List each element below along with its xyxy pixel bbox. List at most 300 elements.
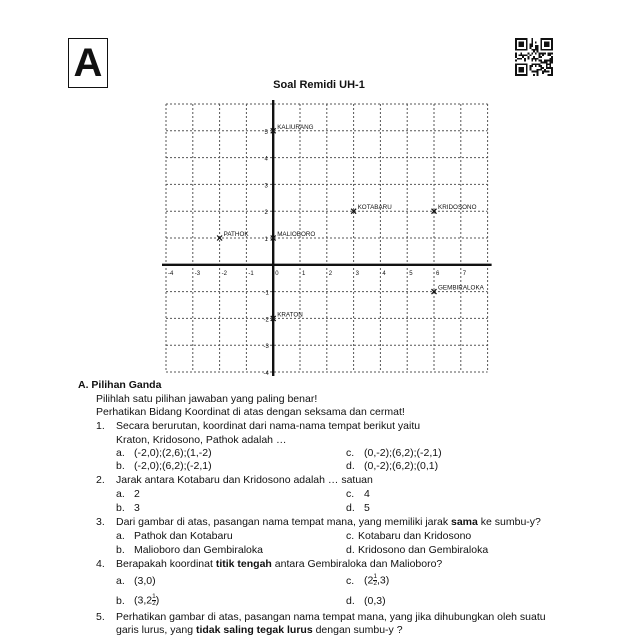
qr-module (542, 54, 544, 56)
qr-module (542, 67, 544, 69)
qr-module (524, 54, 526, 56)
section-instruction: Pilihlah satu pilihan jawaban yang paling benar! (96, 393, 318, 405)
qr-module (519, 54, 521, 56)
x-tick-label: -4 (168, 270, 174, 277)
qr-module (540, 52, 542, 54)
qr-module (515, 60, 517, 62)
qr-module (551, 72, 553, 74)
qr-module (540, 56, 542, 58)
q4-option-a: (3,0) (134, 575, 156, 587)
qr-module (546, 42, 548, 44)
q4-option-d: (0,3) (364, 595, 386, 607)
option-label: a. (116, 447, 125, 459)
y-tick-label: -2 (263, 317, 269, 324)
qr-module (519, 69, 521, 71)
qr-module (524, 49, 526, 51)
qr-module (531, 42, 533, 44)
qr-module (526, 40, 528, 42)
qr-module (529, 54, 531, 56)
qr-module (551, 40, 553, 42)
question-3-text: Dari gambar di atas, pasangan nama tempat mana, yang memiliki jarak sama ke sumbu-y? (116, 516, 541, 528)
question-number: 3. (96, 516, 105, 528)
qr-module (546, 62, 548, 64)
x-tick-label: 4 (382, 270, 386, 277)
x-tick-label: 2 (328, 270, 333, 277)
qr-module (524, 58, 526, 60)
qr-module (529, 67, 531, 69)
y-tick-label: -1 (263, 290, 269, 297)
qr-module (549, 63, 551, 65)
qr-module (519, 67, 521, 69)
qr-module (548, 52, 550, 54)
qr-module (551, 42, 553, 44)
qr-module (540, 62, 542, 64)
qr-module (524, 38, 526, 40)
q1-option-b: (-2,0);(6,2);(-2,1) (134, 460, 212, 472)
qr-module (548, 67, 550, 69)
qr-module (537, 51, 539, 53)
qr-module (526, 38, 528, 40)
qr-module (515, 42, 517, 44)
qr-module (520, 67, 522, 69)
qr-module (520, 38, 522, 40)
qr-module (548, 43, 550, 45)
qr-module (515, 52, 517, 54)
q1-option-c: (0,-2);(6,2);(-2,1) (364, 447, 442, 459)
y-tick-label: 1 (264, 237, 268, 243)
qr-module (520, 42, 522, 44)
y-tick-label: -3 (263, 344, 269, 351)
q2-option-a: 2 (134, 488, 140, 500)
q3-option-c: Kotabaru dan Kridosono (358, 530, 472, 542)
qr-module (535, 45, 537, 47)
qr-module (526, 63, 528, 65)
option-label: b. (116, 544, 125, 556)
qr-module (531, 45, 533, 47)
qr-module (549, 60, 551, 62)
qr-module (544, 45, 546, 47)
q2-option-b: 3 (134, 502, 140, 514)
qr-module (544, 60, 546, 62)
qr-module (529, 45, 531, 47)
qr-module (537, 69, 539, 71)
qr-module (520, 58, 522, 60)
qr-module (515, 54, 517, 56)
y-tick-label: 2 (264, 210, 268, 217)
option-label: b. (116, 502, 125, 514)
qr-module (540, 67, 542, 69)
qr-module (549, 65, 551, 67)
qr-module (540, 45, 542, 47)
qr-module (526, 72, 528, 74)
qr-module (537, 74, 539, 76)
exam-version-badge: A (68, 38, 108, 88)
qr-module (551, 49, 553, 51)
qr-module (551, 43, 553, 45)
qr-module (544, 69, 546, 71)
qr-module (533, 51, 535, 53)
qr-module (522, 56, 524, 58)
x-tick-label: -3 (194, 270, 201, 277)
qr-module (544, 71, 546, 73)
qr-module (529, 69, 531, 71)
qr-module (515, 71, 517, 73)
question-number: 4. (96, 558, 105, 570)
qr-module (544, 42, 546, 44)
qr-module (526, 45, 528, 47)
qr-module (540, 65, 542, 67)
point-label: PATHOK (223, 231, 249, 238)
qr-module (548, 38, 550, 40)
qr-module (520, 69, 522, 71)
option-label: d. (346, 544, 355, 556)
qr-module (526, 49, 528, 51)
qr-module (526, 42, 528, 44)
qr-module (546, 45, 548, 47)
qr-module (533, 63, 535, 65)
qr-module (537, 71, 539, 73)
qr-module (520, 54, 522, 56)
qr-module (539, 65, 541, 67)
qr-module (524, 63, 526, 65)
qr-module (515, 74, 517, 76)
qr-module (528, 58, 530, 60)
qr-module (540, 69, 542, 71)
qr-module (546, 49, 548, 51)
point-label: KALIURANG (277, 123, 314, 131)
qr-module (539, 60, 541, 62)
qr-module (533, 74, 535, 76)
qr-module (544, 52, 546, 54)
qr-module (526, 67, 528, 69)
qr-module (549, 62, 551, 64)
option-label: b. (116, 595, 125, 607)
qr-module (546, 43, 548, 45)
point-label: KRATON (277, 311, 303, 319)
qr-module (535, 47, 537, 49)
qr-module (533, 56, 535, 58)
qr-module (520, 49, 522, 51)
qr-module (549, 58, 551, 60)
point-label: KRIDOSONO (438, 204, 477, 212)
option-label: c. (346, 575, 355, 587)
qr-module (537, 45, 539, 47)
option-label: c. (346, 447, 355, 459)
qr-module (542, 52, 544, 54)
qr-module (522, 43, 524, 45)
qr-module (542, 62, 544, 64)
qr-module (520, 74, 522, 76)
qr-module (515, 69, 517, 71)
qr-module (529, 43, 531, 45)
question-1-text-2: Kraton, Kridosono, Pathok adalah … (116, 434, 287, 446)
qr-module (522, 63, 524, 65)
qr-module (551, 56, 553, 58)
qr-module (526, 74, 528, 76)
qr-code (515, 38, 553, 76)
qr-module (546, 60, 548, 62)
point-label: KOTABARU (357, 204, 392, 212)
section-heading: A. Pilihan Ganda (78, 379, 162, 391)
qr-module (515, 72, 517, 74)
qr-module (539, 63, 541, 65)
q4-option-c: (2 $\frac{1}{2}$ ,3) (364, 573, 390, 587)
qr-module (522, 74, 524, 76)
qr-module (519, 49, 521, 51)
q3-option-d: Kridosono dan Gembiraloka (358, 544, 489, 556)
qr-module (548, 45, 550, 47)
qr-module (535, 60, 537, 62)
qr-module (531, 65, 533, 67)
qr-module (546, 71, 548, 73)
q3-option-a: Pathok dan Kotabaru (134, 530, 233, 542)
y-tick-label: 4 (264, 156, 268, 163)
fraction: $\frac{1}{2}$ (373, 573, 377, 587)
question-5-text: Perhatikan gambar di atas, pasangan nama tempat mana, yang jika dihubungkan oleh suatu (116, 611, 546, 623)
qr-module (522, 67, 524, 69)
qr-module (515, 67, 517, 69)
qr-module (528, 56, 530, 58)
qr-module (537, 63, 539, 65)
qr-module (533, 58, 535, 60)
qr-module (526, 47, 528, 49)
qr-module (531, 63, 533, 65)
qr-module (537, 47, 539, 49)
qr-module (551, 69, 553, 71)
qr-module (542, 71, 544, 73)
qr-module (551, 74, 553, 76)
qr-module (548, 74, 550, 76)
qr-module (524, 60, 526, 62)
question-number: 1. (96, 420, 105, 432)
qr-module (549, 49, 551, 51)
qr-module (515, 40, 517, 42)
option-label: c. (346, 488, 355, 500)
x-tick-label: -2 (221, 270, 227, 277)
qr-module (551, 47, 553, 49)
q4-option-b: (3,2 $\frac{1}{2}$ ) (134, 593, 160, 607)
coordinate-plane (160, 98, 500, 378)
y-tick-label: 5 (264, 129, 268, 136)
qr-module (515, 47, 517, 49)
section-instruction-2: Perhatikan Bidang Koordinat di atas dengan seksama dan cermat! (96, 406, 405, 418)
qr-module (528, 52, 530, 54)
qr-module (526, 69, 528, 71)
qr-module (544, 49, 546, 51)
qr-module (551, 58, 553, 60)
qr-module (519, 43, 521, 45)
fraction: $\frac{1}{2}$ (152, 593, 156, 607)
question-2-text: Jarak antara Kotabaru dan Kridosono adalah … satuan (116, 474, 373, 486)
qr-module (522, 69, 524, 71)
qr-module (531, 40, 533, 42)
qr-module (539, 52, 541, 54)
qr-module (537, 58, 539, 60)
qr-module (531, 43, 533, 45)
option-label: a. (116, 575, 125, 587)
qr-module (535, 63, 537, 65)
qr-module (522, 54, 524, 56)
option-label: a. (116, 488, 125, 500)
qr-module (544, 43, 546, 45)
qr-module (535, 52, 537, 54)
qr-module (548, 71, 550, 73)
qr-module (517, 74, 519, 76)
x-tick-label: 3 (355, 270, 359, 277)
x-tick-label: 7 (462, 270, 467, 277)
qr-module (519, 74, 521, 76)
x-tick-label: -1 (248, 270, 254, 277)
q1-option-d: (0,-2);(6,2);(0,1) (364, 460, 439, 472)
question-number: 5. (96, 611, 105, 623)
qr-module (539, 54, 541, 56)
qr-module (546, 67, 548, 69)
question-4-text: Berapakah koordinat titik tengah antara Gembiraloka dan Malioboro? (116, 558, 443, 570)
qr-module (519, 38, 521, 40)
qr-module (515, 45, 517, 47)
qr-module (540, 40, 542, 42)
qr-module (531, 71, 533, 73)
qr-module (529, 65, 531, 67)
qr-module (551, 67, 553, 69)
question-1-text: Secara berurutan, koordinat dari nama-nama tempat berikut yaitu (116, 420, 421, 432)
qr-module (540, 38, 542, 40)
qr-module (542, 38, 544, 40)
x-tick-label: 5 (409, 270, 413, 277)
qr-module (526, 71, 528, 73)
qr-module (515, 38, 517, 40)
qr-module (526, 65, 528, 67)
qr-module (533, 71, 535, 73)
qr-module (517, 49, 519, 51)
qr-module (549, 52, 551, 54)
qr-module (535, 65, 537, 67)
qr-module (515, 43, 517, 45)
x-tick-label: 0 (275, 270, 279, 277)
qr-module (515, 49, 517, 51)
qr-module (548, 60, 550, 62)
qr-module (548, 42, 550, 44)
emphasis: sama (451, 516, 478, 528)
qr-module (531, 38, 533, 40)
qr-module (526, 54, 528, 56)
qr-module (519, 45, 521, 47)
x-tick-label: 6 (436, 270, 440, 277)
qr-module (522, 45, 524, 47)
qr-module (522, 71, 524, 73)
option-label: d. (346, 595, 355, 607)
qr-module (548, 54, 550, 56)
qr-module (535, 58, 537, 60)
qr-module (546, 65, 548, 67)
question-number: 2. (96, 474, 105, 486)
qr-module (542, 72, 544, 74)
qr-module (522, 38, 524, 40)
qr-module (546, 63, 548, 65)
qr-module (551, 38, 553, 40)
point-label: GEMBIRALOKA (438, 284, 484, 292)
qr-module (519, 58, 521, 60)
qr-module (522, 49, 524, 51)
qr-module (533, 49, 535, 51)
qr-module (551, 45, 553, 47)
qr-module (549, 67, 551, 69)
qr-module (520, 63, 522, 65)
qr-module (520, 43, 522, 45)
q3-option-b: Malioboro dan Gembiraloka (134, 544, 263, 556)
qr-module (524, 74, 526, 76)
qr-module (551, 71, 553, 73)
qr-module (526, 43, 528, 45)
qr-module (548, 63, 550, 65)
qr-module (517, 38, 519, 40)
qr-module (519, 42, 521, 44)
qr-module (531, 60, 533, 62)
emphasis: tidak saling tegak lurus (195, 624, 313, 636)
qr-module (549, 54, 551, 56)
qr-module (546, 38, 548, 40)
option-label: a. (116, 530, 125, 542)
qr-module (540, 47, 542, 49)
qr-module (542, 49, 544, 51)
emphasis: titik tengah (215, 558, 272, 570)
qr-module (519, 71, 521, 73)
qr-module (515, 65, 517, 67)
qr-module (540, 43, 542, 45)
qr-module (549, 38, 551, 40)
qr-module (517, 58, 519, 60)
qr-module (517, 63, 519, 65)
page-title: Soal Remidi UH-1 (273, 79, 365, 91)
q1-option-a: (-2,0);(2,6);(1,-2) (134, 447, 212, 459)
qr-module (529, 47, 531, 49)
option-label: d. (346, 460, 355, 472)
y-tick-label: -4 (263, 371, 269, 377)
q2-option-d: 5 (364, 502, 370, 514)
qr-module (540, 49, 542, 51)
qr-module (531, 52, 533, 54)
qr-module (549, 74, 551, 76)
qr-module (522, 42, 524, 44)
option-label: d. (346, 502, 355, 514)
qr-module (548, 49, 550, 51)
qr-module (539, 56, 541, 58)
qr-module (537, 49, 539, 51)
qr-module (531, 49, 533, 51)
qr-module (551, 60, 553, 62)
qr-module (535, 42, 537, 44)
qr-module (551, 62, 553, 64)
qr-module (539, 69, 541, 71)
qr-module (544, 38, 546, 40)
qr-module (540, 60, 542, 62)
option-label: c. (346, 530, 355, 542)
qr-module (515, 63, 517, 65)
qr-module (540, 42, 542, 44)
qr-module (519, 63, 521, 65)
qr-module (520, 71, 522, 73)
qr-module (515, 56, 517, 58)
qr-module (520, 52, 522, 54)
option-label: b. (116, 460, 125, 472)
qr-module (535, 49, 537, 51)
qr-module (537, 72, 539, 74)
y-tick-label: 3 (264, 183, 268, 190)
point-label: MALIOBORO (277, 231, 316, 238)
qr-module (551, 52, 553, 54)
question-5-text-2: garis lurus, yang tidak saling tegak lurus dengan sumbu-y ? (116, 624, 403, 636)
qr-module (531, 58, 533, 60)
